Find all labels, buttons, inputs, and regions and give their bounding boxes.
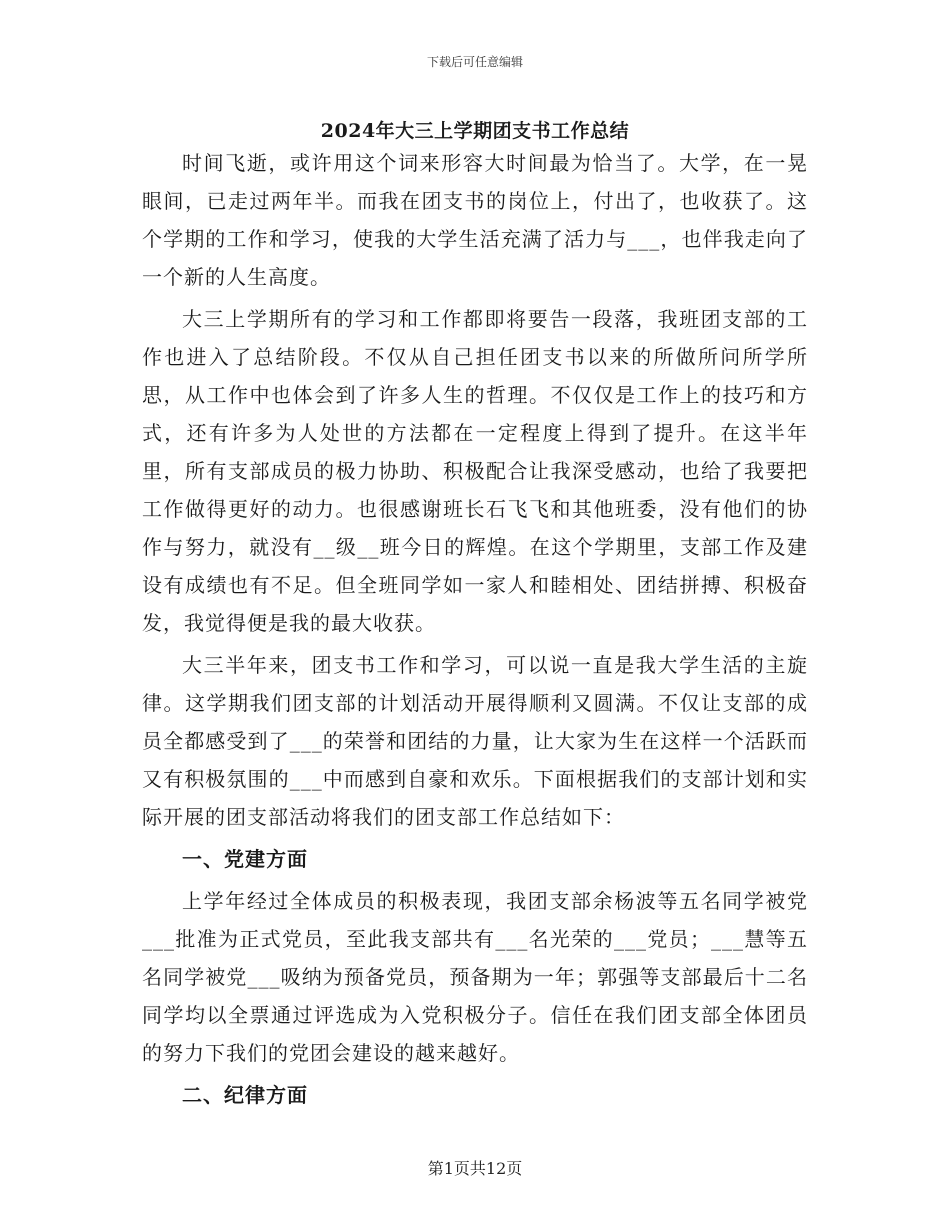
paragraph-summary: 大三上学期所有的学习和工作都即将要告一段落，我班团支部的工作也进入了总结阶段。不仅从自己担任团支书以来的所做所问所学所思，从工作中也体会到了许多人生的哲理。不仅仅是工作上的技巧和方式，还有许多为人处世的方法都在一定程度上得到了提升。在这半年里，所有支部成员的极力协助、积极配合让我深受感动，也给了我要把工作做得更好的动力。也很感谢班长石飞飞和其他班委，没有他们的协作与努力，就没有__级__班今日的辉煌。在这个学期里，支部工作及建设有成绩也有不足。但全班同学如一家人和睦相处、团结拼搏、积极奋发，我觉得便是我的最大收获。 — [142, 307, 808, 635]
section-heading-party-building: 一、党建方面 — [182, 847, 308, 871]
paragraph-intro: 时间飞逝，或许用这个词来形容大时间最为恰当了。大学，在一晃眼间，已走过两年半。而我在团支书的岗位上，付出了，也收获了。这个学期的工作和学习，使我的大学生活充满了活力与___，也伴我走向了一个新的人生高度。 — [142, 151, 808, 289]
paragraph-party-building: 上学年经过全体成员的积极表现，我团支部余杨波等五名同学被党___批准为正式党员，至此我支部共有___名光荣的___党员；___慧等五名同学被党___吸纳为预备党员，预备期为一年；郭强等支部最后十二名同学均以全票通过评选成为入党积极分子。信任在我们团支部全体团员的努力下我们的党团会建设的越来越好。 — [142, 889, 808, 1065]
page-header-note: 下载后可任意编辑 — [426, 55, 523, 69]
document-body — [142, 144, 808, 1118]
page-footer-page-number: 第1页共12页 — [427, 1159, 523, 1178]
paragraph-overview: 大三半年来，团支书工作和学习，可以说一直是我大学生活的主旋律。这学期我们团支部的计划活动开展得顺利又圆满。不仅让支部的成员全都感受到了___的荣誉和团结的力量，让大家为生在这样一个活跃而又有积极氛围的___中而感到自豪和欢乐。下面根据我们的支部计划和实际开展的团支部活动将我们的团支部工作总结如下： — [142, 653, 808, 829]
document-title: 2024年大三上学期团支书工作总结 — [320, 120, 630, 142]
section-heading-discipline: 二、纪律方面 — [182, 1083, 308, 1107]
